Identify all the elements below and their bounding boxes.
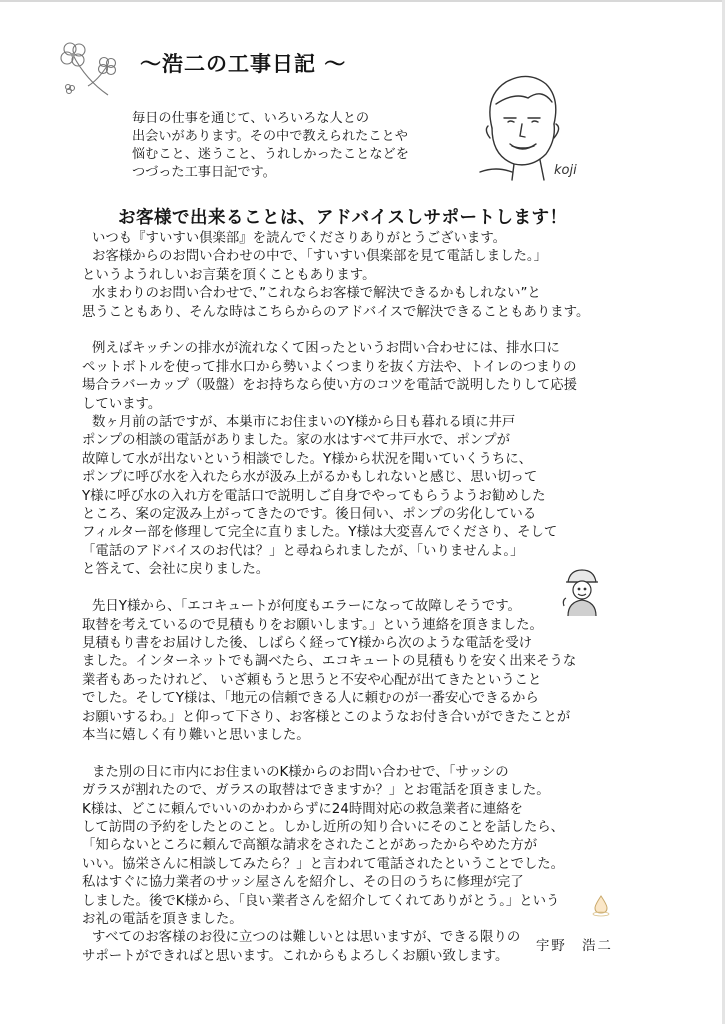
scan-edge-top (0, 0, 725, 2)
body-line: と答えて、会社に戻りました。 (82, 562, 270, 578)
page-title: ～浩二の工事日記 ～ (140, 52, 347, 76)
body-line: しています。 (82, 396, 162, 412)
body-line: 思うこともあり、そんな時はこちらからのアドバイスで解決できることもあります。 (82, 304, 590, 320)
body-line: ポンプに呼び水を入れたら水が汲み上がるかもしれないと感じ、思い切って (82, 470, 538, 486)
body-line: サポートができればと思います。これからもよろしくお願い致します。 (82, 948, 509, 964)
body-line: 場合ラバーカップ（吸盤）をお持ちなら使い方のコツを電話で説明したりして応援 (82, 378, 578, 394)
body-line: というようれしいお言葉を頂くこともあります。 (82, 267, 376, 283)
body-line: ガラスが割れたので、ガラスの取替はできますか？」とお電話を頂きました。 (82, 783, 550, 799)
portrait-signature: koji (554, 163, 577, 178)
body-line: いい。協栄さんに相談してみたら？」と言われて電話されたということでした。 (82, 856, 565, 872)
body-line: いつも『すいすい倶楽部』を読んでくださりありがとうございます。 (92, 231, 507, 246)
intro-text (132, 110, 462, 182)
body-line: すべてのお客様のお役に立つのは難しいとは思いますが、できる限りの (92, 930, 521, 946)
body-line: ところ、案の定汲み上がってきたのです。後日伺い、ポンプの劣化している (82, 507, 537, 523)
body-line: 例えばキッチンの排水が流れなくて困ったというお問い合わせには、排水口に (92, 341, 560, 357)
body-line: しました。後でK様から、「良い業者さんを紹介してくれてありがとう。」という (82, 893, 560, 909)
body-line: 故障して水が出ないという相談でした。Y様から状況を聞いていくうちに、 (82, 451, 533, 467)
body-line: 取替を考えているので見積もりをお願いします。」という連絡を頂きました。 (82, 617, 543, 633)
body-line: して訪問の予約をしたとのこと。しかし近所の知り合いにそのことを話したら、 (82, 819, 565, 835)
author-portrait-icon (470, 68, 592, 186)
body-line: お客様からのお問い合わせの中で、「すいすい倶楽部を見て電話しました。」 (92, 249, 548, 265)
intro-line: 出会いがあります。その中で教えられたことや (132, 129, 408, 144)
body-line: K様は、どこに頼んでいいのかわからずに24時間対応の救急業者に連絡を (82, 801, 523, 817)
intro-line: 悩むこと、迷うこと、うれしかったことなどを (132, 147, 409, 162)
article-heading: お客様で出来ることは、アドバイスしサポートします！ (118, 208, 568, 228)
worker-illustration-icon (558, 566, 604, 618)
body-line: 見積もり書をお届けした後、しばらく経ってY様から次のような電話を受け (82, 635, 533, 651)
body-line: ポンプの相談の電話がありました。家の水はすべて井戸水で、ポンプが (82, 433, 510, 449)
body-line: ペットボトルを使って排水口から勢いよくつまりを抜く方法や、トイレのつまりの (82, 359, 577, 375)
intro-line: つづった工事日記です。 (132, 165, 276, 180)
body-line: 業者もあったけれど、 いざ頼もうと思うと不安や心配が出てきたということ (82, 672, 542, 688)
body-line: 本当に嬉しく有り難いと思いました。 (82, 727, 310, 743)
body-line: 数ヶ月前の話ですが、本巣市にお住まいのY様から日も暮れる頃に井戸 (92, 415, 516, 431)
body-line: 「知らないところに頼んで高額な請求をされたことがあったからやめた方が (82, 838, 538, 854)
body-line: お礼の電話を頂きました。 (82, 911, 243, 927)
body-line: 先日Y様から、「エコキュートが何度もエラーになって故障しそうです。 (92, 599, 521, 615)
body-line: また別の日に市内にお住まいのK様からのお問い合わせで、「サッシの (92, 764, 509, 780)
body-line: お願いするわ。」と仰って下さり、お客様とこのようなお付き合いができたことが (82, 709, 571, 725)
body-line: ました。インターネットでも調べたら、エコキュートの見積もりを安く出来そうな (82, 654, 577, 670)
body-line: 水まわりのお問い合わせで、”これならお客様で解決できるかもしれない”と (92, 286, 541, 302)
body-line: 私はすぐに協力業者のサッシ屋さんを紹介し、その日のうちに修理が完了 (82, 875, 524, 891)
body-line: フィルター部を修理して完全に直りました。Y様は大変喜んでくださり、そして (82, 525, 558, 541)
intro-line: 毎日の仕事を通じて、いろいろな人との (132, 111, 370, 126)
water-drop-icon (590, 893, 612, 917)
clover-icon (58, 40, 128, 100)
body-line: でした。そしてY様は、「地元の信頼できる人に頼むのが一番安心できるから (82, 691, 539, 707)
author-signature: 宇野 浩二 (536, 939, 613, 954)
body-line: Y様に呼び水の入れ方を電話口で説明しご自身でやってもらうようお勧めした (82, 488, 546, 504)
body-line: 「電話のアドバイスのお代は？」と尋ねられましたが、「いりませんよ。」 (82, 543, 524, 559)
